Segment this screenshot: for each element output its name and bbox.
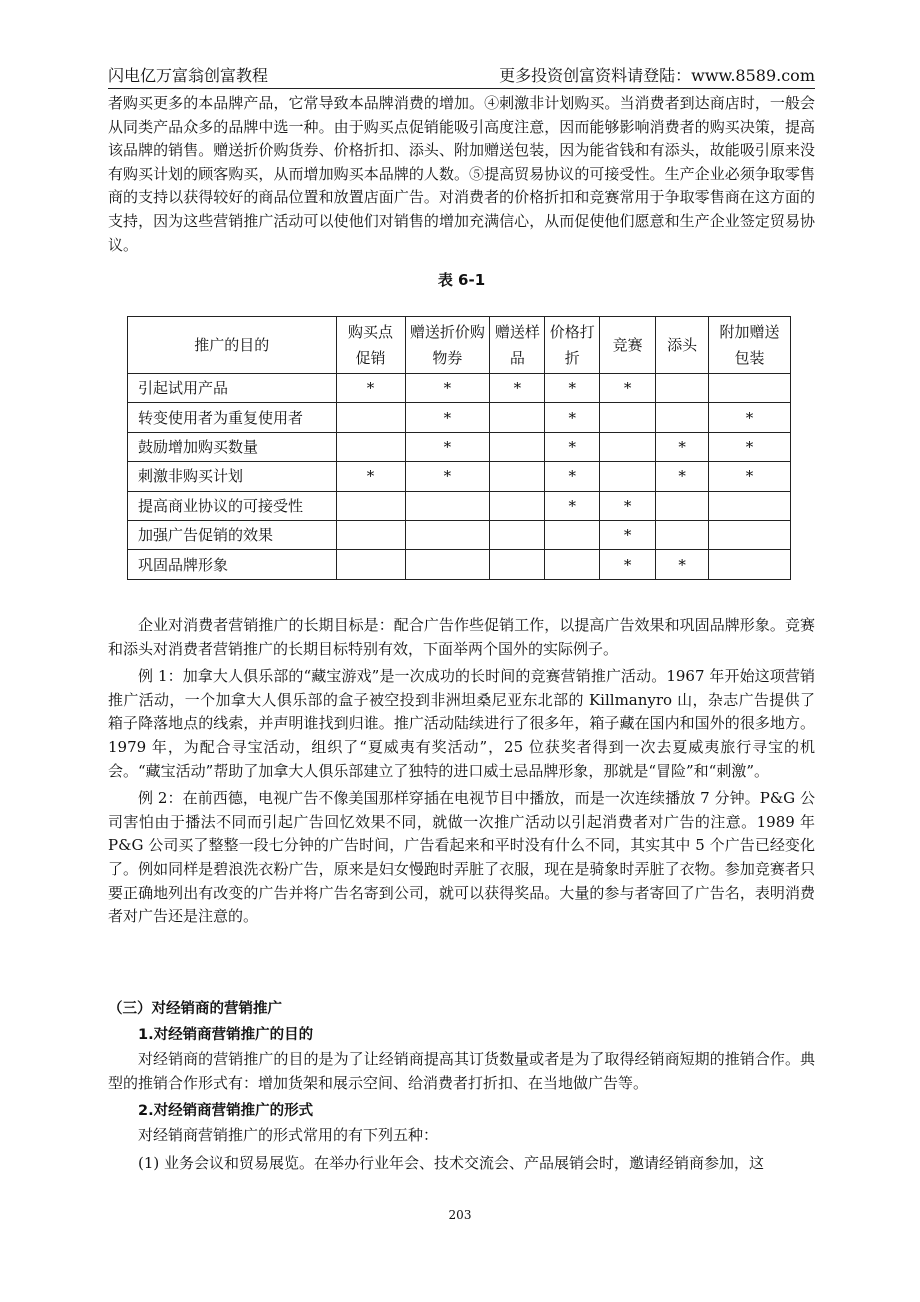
- table-row: [128, 520, 791, 549]
- header-cell: 价格打折: [545, 317, 600, 374]
- table-cell: [490, 432, 545, 461]
- table-cell: *: [656, 550, 709, 579]
- table-cell: *: [545, 462, 600, 491]
- table-cell: [656, 520, 709, 549]
- table-cell: *: [405, 374, 490, 403]
- table-row: [128, 491, 791, 520]
- header-cell: 购买点促销: [336, 317, 405, 374]
- table-row: [128, 403, 791, 432]
- table-cell: [336, 550, 405, 579]
- table-header-row: [128, 317, 791, 374]
- table-cell: [709, 520, 791, 549]
- paragraph: 者购买更多的本品牌产品，它常导致本品牌消费的增加。④刺激非计划购买。当消费者到达商店时，一般会从同类产品众多的品牌中选一种。由于购买点促销能吸引高度注意，因而能够影响消费者的购买决策，提高该品牌的销售。赠送折价购货券、价格折扣、添头、附加赠送包装，因为能省钱和有添头，故能吸引原来没有购买计划的顾客购买，从而增加购买本品牌的人数。⑤提高贸易协议的可接受性。生产企业必须争取零售商的支持以获得较好的商品位置和放置店面广告。对消费者的价格折扣和竞赛常用于争取零售商在这方面的支持，因为这些营销推广活动可以使他们对销售的增加充满信心，从而促使他们愿意和生产企业签定贸易协议。: [108, 94, 815, 254]
- table-cell: [490, 462, 545, 491]
- header-cell: 竞赛: [600, 317, 656, 374]
- header-cell: 推广的目的: [128, 317, 337, 374]
- page-number: 203: [448, 1208, 472, 1222]
- table-cell: [709, 491, 791, 520]
- table-cell: [490, 520, 545, 549]
- table-caption: 表 6-1: [437, 271, 486, 290]
- promotion-purpose-table: [127, 316, 791, 580]
- table-cell: [545, 520, 600, 549]
- table-cell: *: [709, 403, 791, 432]
- table-cell: *: [405, 432, 490, 461]
- table-cell: [405, 491, 490, 520]
- subsection-heading: 1.对经销商营销推广的目的: [138, 1027, 314, 1043]
- row-label: 加强广告促销的效果: [128, 520, 337, 549]
- table-cell: *: [545, 432, 600, 461]
- table-cell: [490, 403, 545, 432]
- table-cell: [336, 432, 405, 461]
- table-row: [128, 432, 791, 461]
- paragraph: 例 2：在前西德，电视广告不像美国那样穿插在电视节目中播放，而是一次连续播放 7 分钟。P&G 公司害怕由于播法不同而引起广告回忆效果不同，就做一次推广活动以引起消费者对广告的注意。1989 年 P&G 公司买了整整一段七分钟的广告时间，广告看起来和平时没有什么不同，其实其中 5 个广告已经变化了。例如同样是碧浪洗衣粉广告，原来是妇女慢跑时弄脏了衣服，现在是骑象时弄脏了衣物。参加竞赛者只要正确地列出有改变的广告并将广告名寄到公司，就可以获得奖品。大量的参与者寄回了广告名，表明消费者对广告还是注意的。: [108, 789, 815, 926]
- table-cell: [490, 550, 545, 579]
- table-cell: [405, 550, 490, 579]
- row-label: 转变使用者为重复使用者: [128, 403, 337, 432]
- table-cell: *: [600, 491, 656, 520]
- table-cell: *: [709, 462, 791, 491]
- table-cell: [600, 403, 656, 432]
- header-cell: 赠送折价购物券: [405, 317, 490, 374]
- table-cell: *: [656, 462, 709, 491]
- subsection-heading: 2.对经销商营销推广的形式: [138, 1103, 314, 1120]
- row-label: 巩固品牌形象: [128, 550, 337, 579]
- table-cell: [405, 520, 490, 549]
- middle-text-block: [108, 614, 815, 929]
- table-cell: [656, 374, 709, 403]
- table-cell: *: [656, 432, 709, 461]
- row-label: 提高商业协议的可接受性: [128, 491, 337, 520]
- table-cell: *: [405, 462, 490, 491]
- table-cell: *: [600, 550, 656, 579]
- top-text-block: [108, 92, 815, 291]
- page-header: [108, 64, 815, 89]
- table-cell: [656, 403, 709, 432]
- paragraph: 企业对消费者营销推广的长期目标是：配合广告作些促销工作，以提高广告效果和巩固品牌形象。竞赛和添头对消费者营销推广的长期目标特别有效，下面举两个国外的实际例子。: [108, 616, 815, 658]
- table-cell: [336, 520, 405, 549]
- table-cell: *: [600, 374, 656, 403]
- section-heading: （三）对经销商的营销推广: [108, 1001, 282, 1017]
- table-cell: *: [545, 374, 600, 403]
- paragraph: 对经销商营销推广的形式常用的有下列五种：: [138, 1126, 439, 1145]
- table-row: [128, 550, 791, 579]
- table-cell: [336, 403, 405, 432]
- table-cell: [709, 374, 791, 403]
- table-cell: *: [405, 403, 490, 432]
- header-cell: 添头: [656, 317, 709, 374]
- table-cell: [600, 462, 656, 491]
- paragraph: 例 1：加拿大人俱乐部的“藏宝游戏”是一次成功的长时间的竞赛营销推广活动。1967 年开始这项营销推广活动，一个加拿大人俱乐部的盒子被空投到非洲坦桑尼亚东北部的 Killmanyro 山，杂志广告提供了箱子降落地点的线索，并声明谁找到归谁。推广活动陆续进行了很多年，箱子藏在国内和国外的很多地方。1979 年，为配合寻宝活动，组织了“夏威夷有奖活动”，25 位获奖者得到一次去夏威夷旅行寻宝的机会。“藏宝活动”帮助了加拿大人俱乐部建立了独特的进口威士忌品牌形象，那就是“冒险”和“刺激”。: [108, 667, 815, 780]
- table-cell: [490, 491, 545, 520]
- table-row: [128, 374, 791, 403]
- header-title: 闪电亿万富翁创富教程: [108, 66, 269, 85]
- table-cell: [709, 550, 791, 579]
- table-cell: [600, 432, 656, 461]
- row-label: 引起试用产品: [128, 374, 337, 403]
- table-cell: [545, 550, 600, 579]
- paragraph: 对经销商的营销推广的目的是为了让经销商提高其订货数量或者是为了取得经销商短期的推销合作。典型的推销合作形式有：增加货架和展示空间、给消费者打折扣、在当地做广告等。: [108, 1050, 815, 1092]
- table-cell: *: [336, 374, 405, 403]
- section-block: [108, 996, 815, 1175]
- table-row: [128, 462, 791, 491]
- header-link-text: 更多投资创富资料请登陆：www.8589.com: [499, 66, 815, 85]
- table-cell: *: [336, 462, 405, 491]
- table-cell: *: [545, 403, 600, 432]
- table-cell: [656, 491, 709, 520]
- row-label: 刺激非购买计划: [128, 462, 337, 491]
- table-cell: *: [600, 520, 656, 549]
- table-cell: *: [545, 491, 600, 520]
- header-cell: 附加赠送包装: [709, 317, 791, 374]
- header-cell: 赠送样品: [490, 317, 545, 374]
- row-label: 鼓励增加购买数量: [128, 432, 337, 461]
- table-cell: *: [490, 374, 545, 403]
- table-cell: *: [709, 432, 791, 461]
- paragraph: (1) 业务会议和贸易展览。在举办行业年会、技术交流会、产品展销会时，邀请经销商参加，这: [138, 1153, 765, 1172]
- table-cell: [336, 491, 405, 520]
